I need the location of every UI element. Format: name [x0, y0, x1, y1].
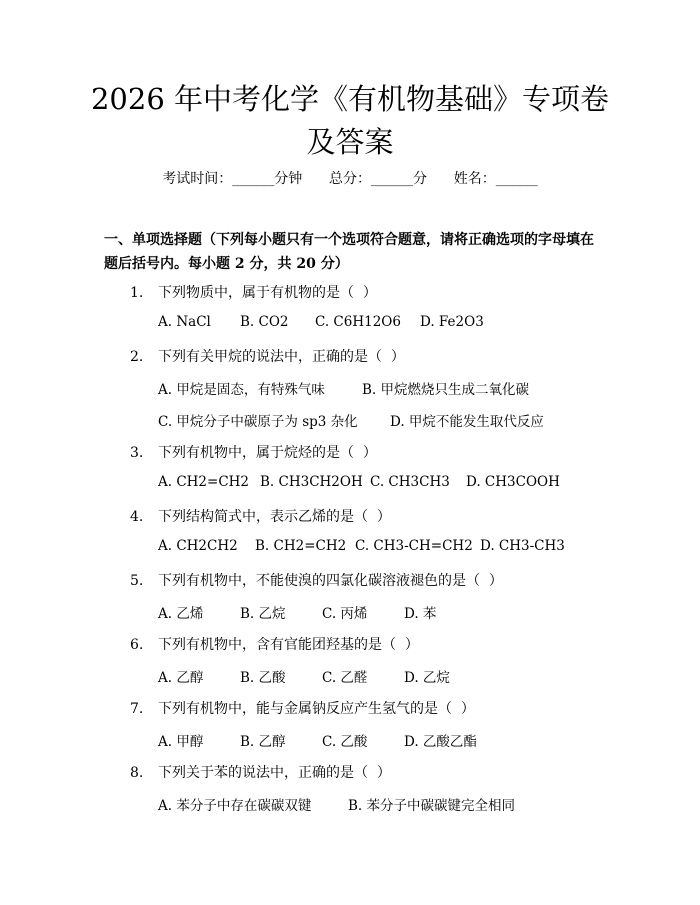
exam-meta — [0, 168, 700, 188]
option-c: C. 甲烷分子中碳原子为 sp3 杂化 — [158, 414, 358, 430]
exam-time: 考试时间：______分钟 — [162, 171, 303, 187]
question-stem: 下列结构简式中，表示乙烯的是（ ） — [158, 509, 391, 525]
option-b: B. CO2 — [240, 314, 289, 330]
option-d: D. 乙酸乙酯 — [404, 734, 477, 750]
option-c: C. 丙烯 — [322, 606, 368, 622]
option-c: C. 乙酸 — [322, 734, 368, 750]
question-number: 8. — [130, 765, 144, 781]
option-a: A. 苯分子中存在碳碳双键 — [158, 798, 312, 814]
option-d: D. 苯 — [404, 606, 437, 622]
question-6 — [130, 634, 419, 654]
option-b: B. 乙烷 — [240, 606, 286, 622]
option-c: C. 乙醛 — [322, 670, 368, 686]
question-stem: 下列有机物中，属于烷烃的是（ ） — [158, 445, 377, 461]
student-name: 姓名：______ — [453, 171, 538, 187]
question-number: 4. — [130, 509, 144, 525]
question-stem: 下列有机物中，不能使溴的四氯化碳溶液褪色的是（ ） — [158, 573, 503, 589]
question-4 — [130, 506, 391, 526]
question-1 — [130, 282, 377, 302]
question-stem: 下列有机物中，含有官能团羟基的是（ ） — [158, 637, 419, 653]
question-number: 3. — [130, 445, 144, 461]
option-c: C. C6H12O6 — [315, 314, 401, 330]
question-2 — [130, 346, 405, 366]
option-a: A. 甲烷是固态，有特殊气味 — [158, 382, 325, 398]
question-number: 5. — [130, 573, 144, 589]
option-b: B. 乙酸 — [240, 670, 286, 686]
exam-total-score: 总分：______分 — [329, 171, 427, 187]
option-b: B. 甲烷燃烧只生成二氧化碳 — [362, 382, 530, 398]
page-title: 2026 年中考化学《有机物基础》专项卷及答案 — [90, 82, 610, 159]
option-b: B. 苯分子中碳碳键完全相同 — [348, 798, 516, 814]
option-b: B. CH2=CH2 — [255, 538, 347, 554]
question-5 — [130, 570, 503, 590]
option-a: A. 乙烯 — [158, 606, 204, 622]
option-a: A. 乙醇 — [158, 670, 204, 686]
option-a: A. CH2CH2 — [158, 538, 238, 554]
option-c: C. CH3-CH=CH2 — [355, 538, 473, 554]
question-number: 2. — [130, 349, 144, 365]
option-d: D. Fe2O3 — [420, 314, 484, 330]
question-3 — [130, 442, 377, 462]
question-7 — [130, 698, 475, 718]
option-d: D. CH3COOH — [466, 474, 560, 490]
question-number: 7. — [130, 701, 144, 717]
option-c: C. CH3CH3 — [370, 474, 450, 490]
section-heading: 一、单项选择题（下列每小题只有一个选项符合题意，请将正确选项的字母填在题后括号内。每小题 2 分，共 20 分） — [104, 232, 594, 272]
question-stem: 下列有关甲烷的说法中，正确的是（ ） — [158, 349, 405, 365]
question-8 — [130, 762, 391, 782]
option-b: B. 乙醇 — [240, 734, 286, 750]
option-b: B. CH3CH2OH — [260, 474, 363, 490]
question-stem: 下列物质中，属于有机物的是（ ） — [158, 285, 377, 301]
question-stem: 下列有机物中，能与金属钠反应产生氢气的是（ ） — [158, 701, 475, 717]
option-d: D. 甲烷不能发生取代反应 — [390, 414, 544, 430]
option-a: A. CH2=CH2 — [158, 474, 250, 490]
option-d: D. 乙烷 — [404, 670, 450, 686]
option-d: D. CH3-CH3 — [480, 538, 565, 554]
question-number: 1. — [130, 285, 144, 301]
question-stem: 下列关于苯的说法中，正确的是（ ） — [158, 765, 391, 781]
option-a: A. NaCl — [158, 314, 211, 330]
question-number: 6. — [130, 637, 144, 653]
option-a: A. 甲醇 — [158, 734, 204, 750]
